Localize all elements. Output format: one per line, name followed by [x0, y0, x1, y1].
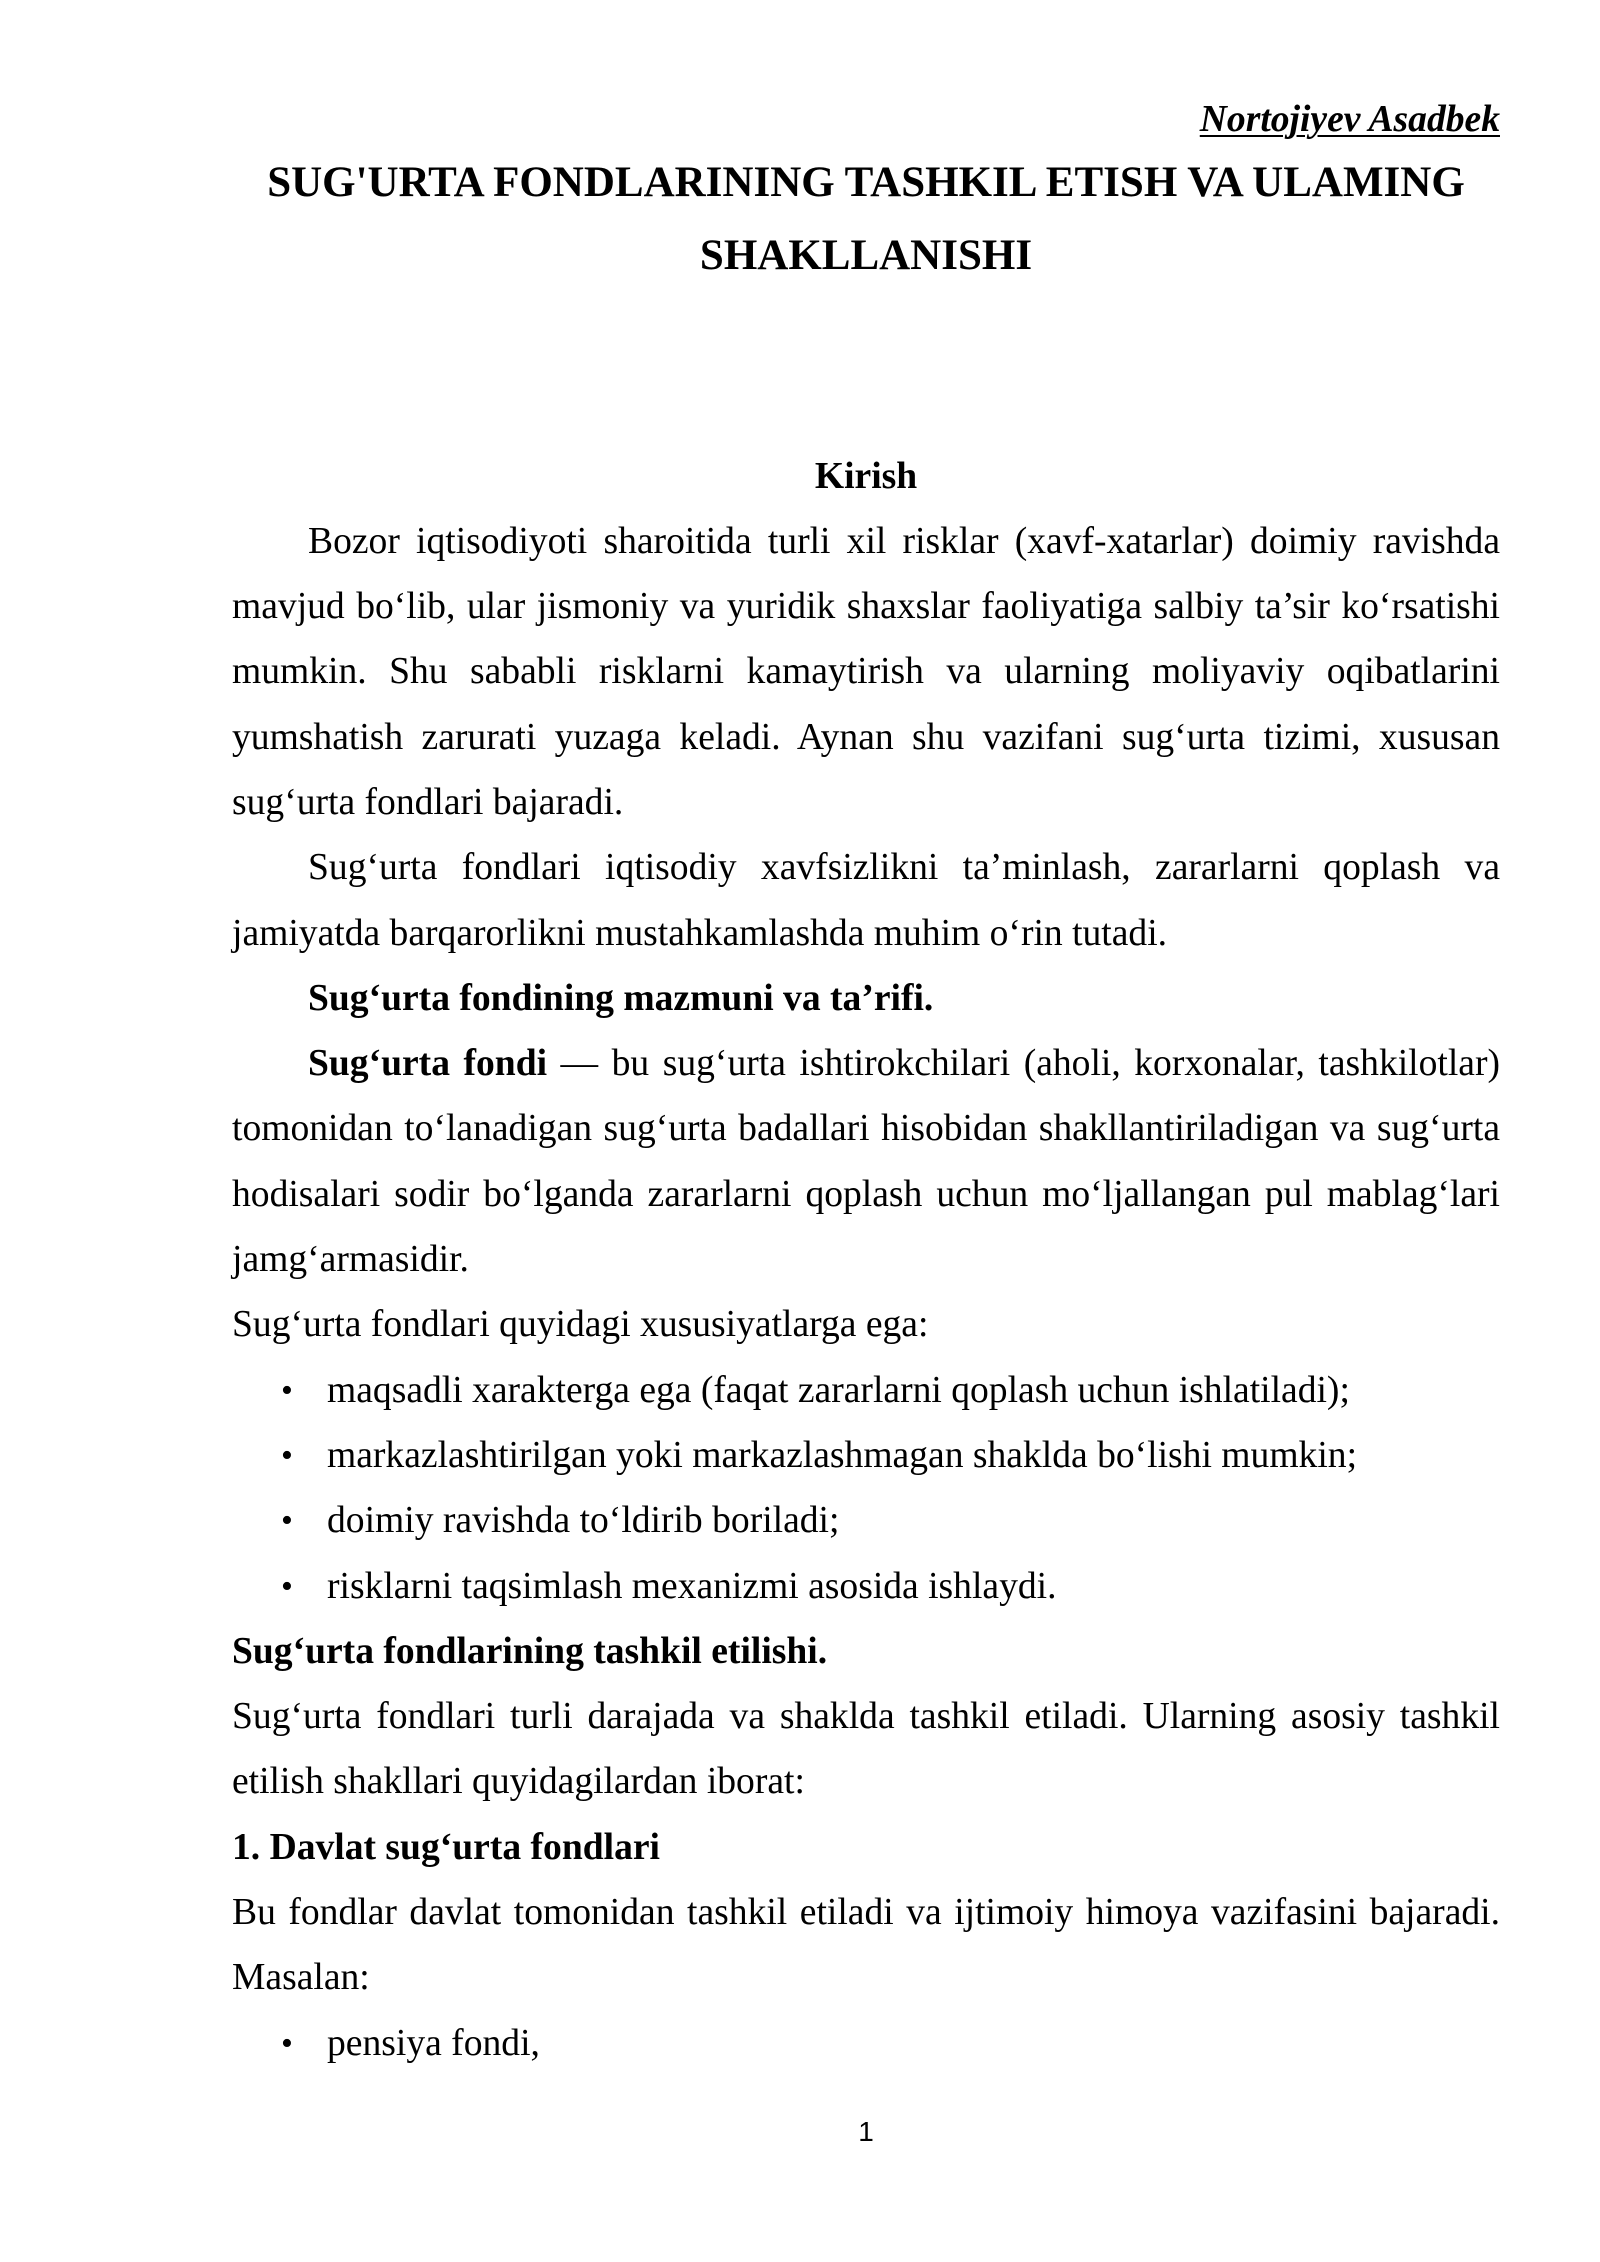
page-number: 1 [858, 2116, 874, 2147]
list-item [232, 1554, 1500, 1619]
definition-text: — bu sug‘urta ishtirokchilari (aholi, korxonalar, tashkilotlar) [547, 1043, 1501, 1085]
paragraph-line: Sug‘urta fondlari iqtisodiy xavfsizlikni ta’minlash, zararlarni qoplash va [308, 847, 1500, 889]
bullet-icon [281, 1554, 293, 1619]
author-name: Nortojiyev Asadbek [1199, 99, 1500, 140]
title-line: SHAKLLANISHI [699, 232, 1033, 279]
list-item-text: pensiya fondi, [327, 2022, 540, 2064]
paragraph-line: Bu fondlar davlat tomonidan tashkil etiladi va ijtimoiy himoya vazifasini bajaradi. [232, 1892, 1500, 1934]
bullet-icon [281, 1358, 293, 1423]
section-heading-intro: Kirish [814, 455, 918, 497]
list-item-text: risklarni taqsimlash mexanizmi asosida ishlaydi. [327, 1565, 1057, 1607]
paragraph-line: Bozor iqtisodiyoti sharoitida turli xil risklar (xavf-xatarlar) doimiy ravishda [308, 520, 1500, 562]
paragraph-line: mavjud bo‘lib, ular jismoniy va yuridik shaxslar faoliyatiga salbiy ta’sir ko‘rsatishi [232, 586, 1500, 628]
list-item [232, 1358, 1500, 1423]
intro-paragraph-1 [232, 509, 1500, 835]
paragraph-line: hodisalari sodir bo‘lganda zararlarni qoplash uchun mo‘ljallangan pul mablag‘lari [232, 1173, 1500, 1215]
section-heading-organization: Sug‘urta fondlarining tashkil etilishi. [232, 1630, 828, 1672]
paragraph-line: Masalan: [232, 1957, 370, 1999]
list-item-text: maqsadli xarakterga ega (faqat zararlarni qoplash uchun ishlatiladi); [327, 1369, 1350, 1411]
intro-paragraph-2 [232, 835, 1500, 966]
organization-paragraph [232, 1684, 1500, 1815]
document-title [232, 146, 1500, 292]
paragraph-line: yumshatish zarurati yuzaga keladi. Aynan shu vazifani sug‘urta tizimi, xususan [232, 716, 1500, 758]
examples-list [232, 2011, 1500, 2076]
state-funds-paragraph [232, 1880, 1500, 2011]
paragraph-line: jamg‘armasidir. [232, 1239, 469, 1281]
features-intro: Sug‘urta fondlari quyidagi xususiyatlarga ega: [232, 1304, 929, 1346]
bullet-icon [281, 2011, 293, 2076]
features-list [232, 1358, 1500, 1619]
list-item [232, 1488, 1500, 1553]
bullet-icon [281, 1488, 293, 1553]
paragraph-line: Sug‘urta fondlari turli darajada va shaklda tashkil etiladi. Ularning asosiy tashkil [232, 1696, 1500, 1738]
paragraph-line: tomonidan to‘lanadigan sug‘urta badallari hisobidan shakllantiriladigan va sug‘urta [232, 1108, 1500, 1150]
section-heading-state-funds: 1. Davlat sug‘urta fondlari [232, 1826, 660, 1868]
paragraph-line: mumkin. Shu sababli risklarni kamaytirish va ularning moliyaviy oqibatlarini [232, 651, 1500, 693]
paragraph-line: etilish shakllari quyidagilardan iborat: [232, 1761, 805, 1803]
list-item-text: doimiy ravishda to‘ldirib boriladi; [327, 1500, 840, 1542]
title-line: SUG'URTA FONDLARINING TASHKIL ETISH VA ULAMING [267, 159, 1465, 206]
document-body [232, 444, 1500, 2076]
paragraph-line [232, 1031, 1500, 1096]
section-heading-definition: Sug‘urta fondining mazmuni va ta’rifi. [308, 977, 934, 1019]
bullet-icon [281, 1423, 293, 1488]
defined-term: Sug‘urta fondi [308, 1043, 548, 1085]
list-item-text: markazlashtirilgan yoki markazlashmagan shaklda bo‘lishi mumkin; [327, 1434, 1358, 1476]
definition-paragraph [232, 1031, 1500, 1292]
paragraph-line: sug‘urta fondlari bajaradi. [232, 781, 624, 823]
paragraph-line: jamiyatda barqarorlikni mustahkamlashda muhim o‘rin tutadi. [232, 912, 1168, 954]
list-item [232, 1423, 1500, 1488]
list-item [232, 2011, 1500, 2076]
